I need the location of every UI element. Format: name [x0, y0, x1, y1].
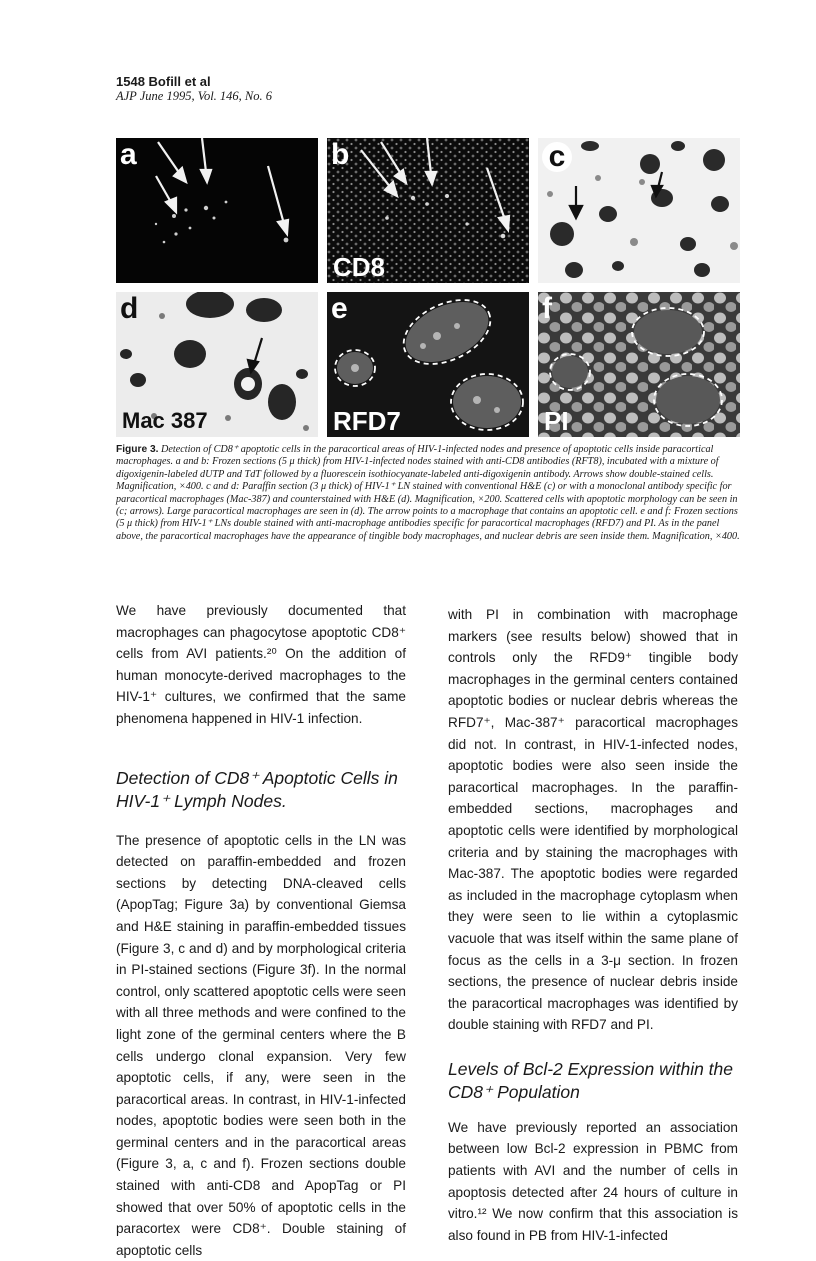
- paragraph: We have previously documented that macrophages can phagocytose apoptotic CD8⁺ cells from AVI patients.²⁰ On the addition of human monocyte-derived macrophages to the HIV-1⁺ cultures, we confirmed that the same phenomena happened in HIV-1 infection.: [116, 603, 406, 726]
- section-heading: Levels of Bcl-2 Expression within the CD8⁺ Population: [448, 1058, 733, 1102]
- panel-d-stain-label: Mac 387: [122, 408, 208, 433]
- panel-d: [116, 292, 318, 437]
- page-number-author: 1548 Bofill et al: [116, 74, 211, 89]
- paragraph: The presence of apoptotic cells in the LN was detected on paraffin-embedded and frozen sections by detecting DNA-cleaved cells (ApopTag; Figure 3a) by conventional Giemsa and H&E staining in paraffin-embedded tissues (Figure 3, c and d) and by morphological criteria in PI-stained sections (Figure 3f). In the normal control, only scattered apoptotic cells were seen with all three methods and were confined to the light zone of the germinal centers where the B cells undergo clonal expansion. Very few apoptotic cells, if any, were seen in the paracortical areas. In contrast, in HIV-1-infected nodes, apoptotic bodies were seen both in the germinal centers and in the paracortical areas (Figure 3, a, c and f). Frozen sections double stained with anti-CD8 and ApopTag or PI showed that over 50% of apoptotic cells in the paracortex were CD8⁺. Double staining of apoptotic cells: [116, 832, 406, 1258]
- panel-d-letter: d: [120, 292, 139, 325]
- panel-b-letter: b: [331, 138, 350, 171]
- figure-3: [116, 138, 740, 438]
- panel-c: [538, 138, 740, 283]
- journal-citation: AJP June 1995, Vol. 146, No. 6: [116, 89, 272, 103]
- panel-a: [116, 138, 318, 283]
- panel-a-image: [116, 138, 318, 283]
- panel-b: [327, 138, 529, 283]
- panel-b-stain-label: CD8: [333, 252, 386, 282]
- panel-e: [327, 292, 529, 437]
- figure-caption-text: Detection of CD8⁺ apoptotic cells in the paracortical areas of HIV-1-infected nodes and presence of apoptotic cells inside paracortical macrophages. a and b: Frozen sections (5 μ thick) from HIV-1-infected nodes stained with anti-CD8 antibodies (RFT8), incubated with a mixture of digoxigenin-labeled dUTP and TdT followed by a fluorescein isothiocyanate-labeled anti-digoxigenin antibody. Arrows show double-stained cells. Magnification, ×400. c and d: Paraffin section (3 μ thick) of HIV-1⁺ LN stained with conventional H&E (c) or with a monoclonal antibody specific for paracortical macrophages (Mac-387) and counterstained with H&E (d). Magnification, ×200. Scattered cells with apoptotic morphology can be seen in (c; arrows). Large paracortical macrophages are seen in (d). The arrow points to a macrophage that contains an apoptotic cell. e and f: Frozen sections (5 μ thick) from HIV-1⁺ LNs double stained with anti-macrophage antibodies specific for paracortical macrophages (RFD7) and PI. As in the panel above, the paracortical macrophages have the appearance of tingible body macrophages, and nuclear debris are seen inside them. Magnification, ×400.: [116, 444, 740, 542]
- figure-caption-label: Figure 3.: [116, 444, 159, 455]
- section-heading: Detection of CD8⁺ Apoptotic Cells in HIV-1⁺ Lymph Nodes.: [116, 767, 398, 811]
- panel-a-letter: a: [120, 138, 137, 171]
- running-head: [116, 74, 272, 104]
- panel-f-stain-label: PI: [544, 406, 569, 436]
- panel-e-letter: e: [331, 292, 348, 325]
- panel-e-stain-label: RFD7: [333, 406, 401, 436]
- left-column: [116, 600, 406, 1261]
- panel-c-letter: c: [542, 142, 572, 172]
- paragraph: with PI in combination with macrophage markers (see results below) showed that in controls only the RFD9⁺ tingible body macrophages in the germinal centers contained apoptotic bodies or nuclear debris whereas the RFD7⁺, Mac-387⁺ paracortical macrophages did not. In contrast, in HIV-1-infected nodes, apoptotic bodies were also seen inside the paracortical macrophages. In the paraffin-embedded sections, macrophages and apoptotic cells were identified by morphological criteria and by staining the macrophages with Mac-387. The apoptotic bodies were regarded as included in the macrophage cytoplasm when they were seen to lie within a cytoplasmic vacuole that was itself within the same plane of focus as the cells in a 3-μ section. In frozen sections, the presence of nuclear debris inside the paracortical macrophages was identified by double staining with RFD7 and PI.: [448, 607, 738, 1033]
- paragraph: We have previously reported an association between low Bcl-2 expression in PBMC from patients with AVI and the number of cells in apoptosis detected after 24 hours of culture in vitro.¹² We now confirm that this association is also found in PB from HIV-1-infected: [448, 1119, 738, 1243]
- right-column: [448, 604, 738, 1246]
- figure-caption: [116, 444, 740, 543]
- panel-f-letter: f: [542, 292, 552, 325]
- panel-f: [538, 292, 740, 437]
